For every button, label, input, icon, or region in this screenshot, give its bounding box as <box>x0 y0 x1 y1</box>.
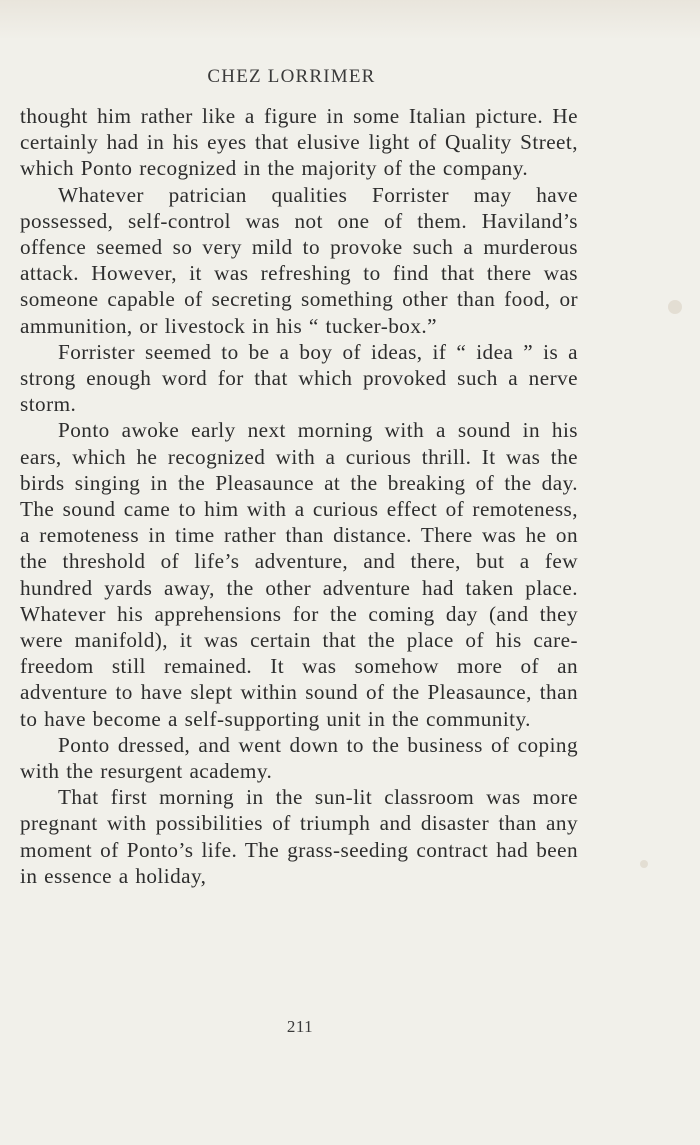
paper-spot <box>640 860 648 868</box>
page-number: 211 <box>286 1017 314 1036</box>
paragraph: Forrister seemed to be a boy of ideas, if “ idea ” is a strong enough word for that which provoked such a nerve storm. <box>20 339 578 417</box>
paragraph: Ponto awoke early next morning with a sound in his ears, which he recognized with a curious thrill. It was the birds singing in the Pleasaunce at the breaking of the day. The sound came to him with a curious effect of remoteness, a remoteness in time rather than distance. There was he on the threshold of life’s adventure, and there, but a few hundred yards away, the other adventure had taken place. Whatever his apprehensions for the coming day (and they were manifold), it was certain that the place of his care-freedom still remained. It was somehow more of an adventure to have slept within sound of the Pleasaunce, than to have become a self-supporting unit in the community. <box>20 418 578 731</box>
running-head-title: CHEZ LORRIMER <box>207 66 376 87</box>
paragraph: Whatever patrician qualities Forrister may have possessed, self-control was not one of them. Haviland’s offence seemed so very mild to provoke such a murderous attack. However, it was refreshing to find that there was someone capable of secreting something other than food, or ammunition, or livestock in his “ tucker-box.” <box>20 182 578 338</box>
paragraph: thought him rather like a figure in some Italian picture. He certainly had in his eyes that elusive light of Quality Street, which Ponto recognized in the majority of the company. <box>20 104 578 181</box>
paragraph: That first morning in the sun-lit classroom was more pregnant with possibilities of triumph and disaster than any moment of Ponto’s life. The grass-seeding contract had been in essence a holiday, <box>20 785 578 888</box>
body-text <box>20 103 578 889</box>
paragraph: Ponto dressed, and went down to the business of coping with the resurgent academy. <box>20 732 578 784</box>
paper-spot <box>668 300 682 314</box>
